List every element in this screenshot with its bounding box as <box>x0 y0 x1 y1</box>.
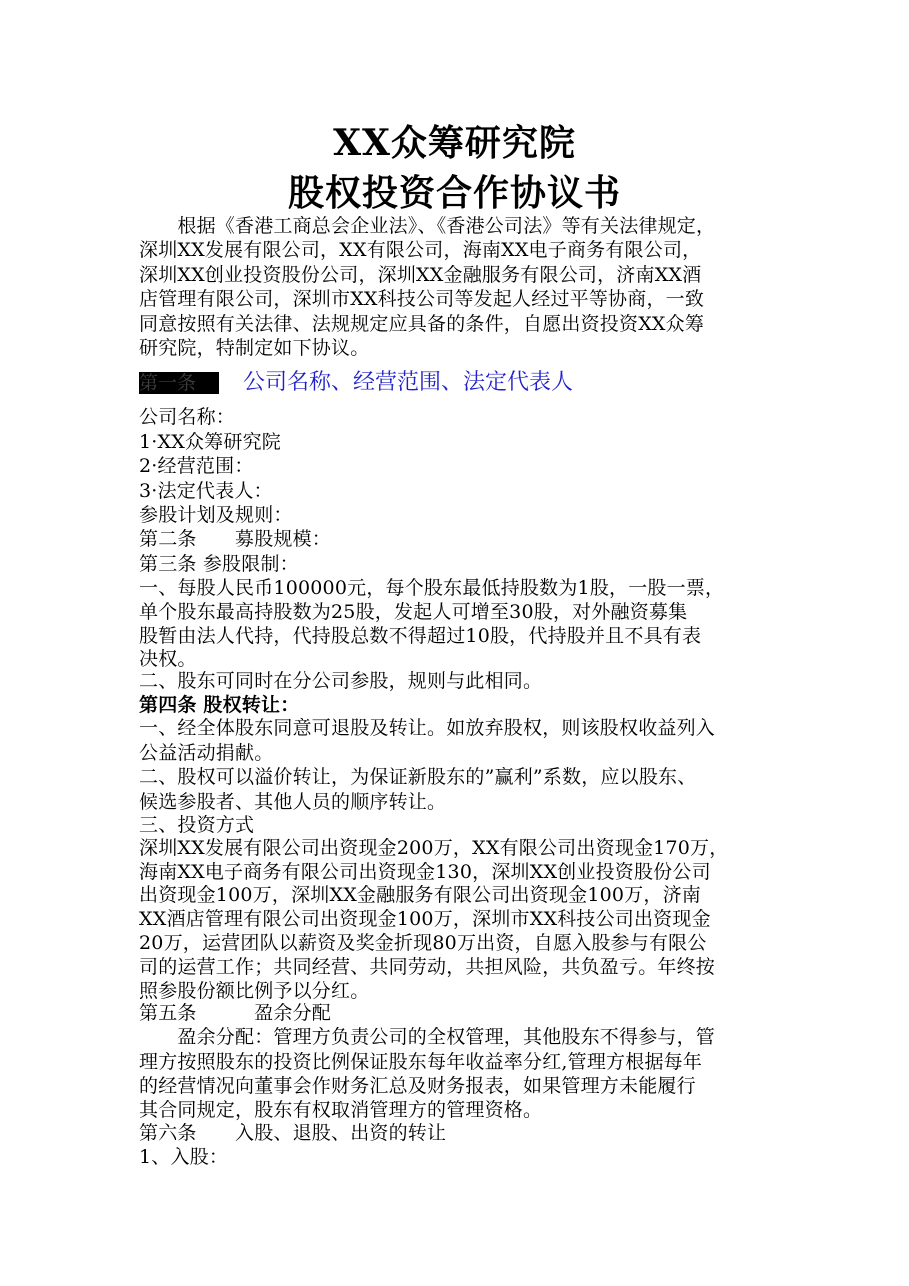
body-line: 一、经全体股东同意可退股及转让。如放弃股权，则该股权收益列入 <box>139 717 716 739</box>
body-line: 二、股权可以溢价转让，为保证新股东的”赢利”系数，应以股东、 <box>139 766 697 788</box>
body-line: XX酒店管理有限公司出资现金100万，深圳市XX科技公司出资现金 <box>139 908 711 930</box>
body-line: 理方按照股东的投资比例保证股东每年收益率分红,管理方根据每年 <box>139 1051 703 1073</box>
body-line: 3·法定代表人： <box>139 480 273 502</box>
body-line: 海南XX电子商务有限公司出资现金130，深圳XX创业投资股份公司 <box>139 861 711 883</box>
article-4-heading: 第四条 股权转让： <box>139 694 300 716</box>
body-line: 照参股份额比例予以分红。 <box>139 980 370 1002</box>
preamble-line: 深圳XX创业投资股份公司，深圳XX金融服务有限公司，济南XX酒 <box>139 264 702 286</box>
article-6-heading: 第六条 入股、退股、出资的转让 <box>139 1122 447 1144</box>
body-line: 股暂由法人代持，代持股总数不得超过10股，代持股并且不具有表 <box>139 625 702 647</box>
preamble-line: 研究院，特制定如下协议。 <box>139 337 370 359</box>
preamble-line: 深圳XX发展有限公司，XX有限公司，海南XX电子商务有限公司， <box>139 239 702 261</box>
article-2-heading: 第二条 募股规模： <box>139 528 332 550</box>
preamble-line: 同意按照有关法律、法规规定应具备的条件，自愿出资投资XX众筹 <box>139 313 705 335</box>
body-line: 深圳XX发展有限公司出资现金200万，XX有限公司出资现金170万， <box>139 837 729 859</box>
body-line: 其合同规定，股东有权取消管理方的管理资格。 <box>139 1099 543 1121</box>
body-line: 1、入股： <box>139 1146 229 1168</box>
document-title-org: XX众筹研究院 <box>333 122 576 164</box>
article-3-heading: 第三条 参股限制： <box>139 553 299 575</box>
body-line: 公司名称： <box>139 406 236 428</box>
body-line: 2·经营范围： <box>139 455 254 477</box>
body-line: 参股计划及规则： <box>139 504 293 526</box>
document-title-agreement: 股权投资合作协议书 <box>287 172 621 214</box>
body-line: 二、股东可同时在分公司参股，规则与此相同。 <box>139 670 543 692</box>
body-line: 三、投资方式 <box>139 814 255 836</box>
body-line: 出资现金100万，深圳XX金融服务有限公司出资现金100万，济南 <box>139 884 701 906</box>
article-1-title: 公司名称、经营范围、法定代表人 <box>243 370 574 395</box>
body-line: 1·XX众筹研究院 <box>139 431 281 453</box>
article-1-heading <box>139 370 573 396</box>
body-line: 盈余分配：管理方负责公司的全权管理，其他股东不得参与，管 <box>139 1026 716 1048</box>
body-line: 司的运营工作；共同经营、共同劳动，共担风险，共负盈亏。年终按 <box>139 956 716 978</box>
body-line: 20万，运营团队以薪资及奖金折现80万出资，自愿入股参与有限公 <box>139 932 707 954</box>
article-1-tag: 第一条 <box>139 372 219 394</box>
body-line: 一、每股人民币100000元，每个股东最低持股数为1股，一股一票， <box>139 577 725 599</box>
body-line: 的经营情况向董事会作财务汇总及财务报表，如果管理方未能履行 <box>139 1075 696 1097</box>
body-line: 候选参股者、其他人员的顺序转让。 <box>139 791 447 813</box>
body-line: 单个股东最高持股数为25股，发起人可增至30股，对外融资募集 <box>139 601 688 623</box>
preamble-line: 店管理有限公司，深圳市XX科技公司等发起人经过平等协商，一致 <box>139 288 705 310</box>
preamble-line: 根据《香港工商总会企业法》、《香港公司法》等有关法律规定， <box>139 215 716 237</box>
body-line: 决权。 <box>139 648 197 670</box>
body-line: 公益活动捐献。 <box>139 742 274 764</box>
article-5-heading: 第五条 盈余分配 <box>139 1002 332 1024</box>
